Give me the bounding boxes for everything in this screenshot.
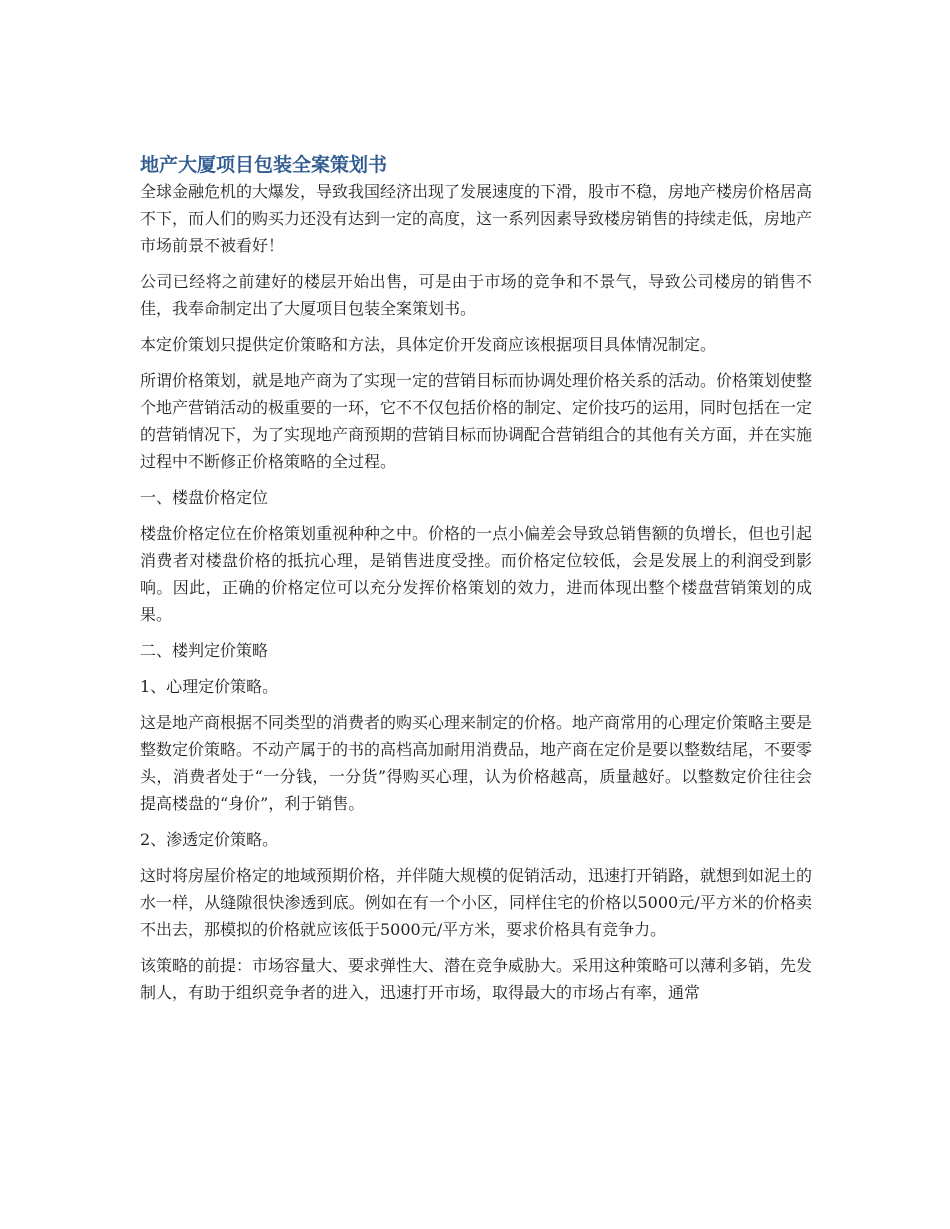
section-heading-strategy: 二、楼判定价策略 (140, 641, 269, 660)
section-heading-positioning: 一、楼盘价格定位 (140, 488, 269, 507)
subheading-penetration: 2、渗透定价策略。 (140, 830, 279, 849)
paragraph-penetration: 这时将房屋价格定的地域预期价格，并伴随大规模的促销活动，迅速打开销路，就想到如泥土的水一样，从缝隙很快渗透到底。例如在有一个小区，同样住宅的价格以5000元/平方米的价格卖不出去，那模拟的价格就应该低于5000元/平方米，要求价格具有竞争力。 (140, 866, 813, 939)
paragraph-price-planning: 所谓价格策划，就是地产商为了实现一定的营销目标而协调处理价格关系的活动。价格策划使整个地产营销活动的极重要的一环，它不不仅包括价格的制定、定价技巧的运用，同时包括在一定的营销情况下，为了实现地产商预期的营销目标而协调配合营销组合的其他有关方面，并在实施过程中不断修正价格策略的全过程。 (140, 371, 813, 471)
paragraph-background: 公司已经将之前建好的楼层开始出售，可是由于市场的竞争和不景气，导致公司楼房的销售不佳，我奉命制定出了大厦项目包装全案策划书。 (140, 272, 812, 318)
paragraph-scope: 本定价策划只提供定价策略和方法，具体定价开发商应该根据项目具体情况制定。 (140, 335, 717, 354)
document-body (140, 152, 812, 1015)
paragraph-psychological: 这是地产商根据不同类型的消费者的购买心理来制定的价格。地产商常用的心理定价策略主要是整数定价策略。不动产属于的书的高档高加耐用消费品，地产商在定价是要以整数结尾，不要零头，消费者处于“一分钱，一分货”得购买心理，认为价格越高，质量越好。以整数定价往往会提高楼盘的“身价”，利于销售。 (140, 713, 813, 813)
paragraph-intro: 全球金融危机的大爆发，导致我国经济出现了发展速度的下滑，股市不稳，房地产楼房价格居高不下，而人们的购买力还没有达到一定的高度，这一系列因素导致楼房销售的持续走低，房地产市场前景不被看好！ (140, 182, 813, 255)
subheading-psychological: 1、心理定价策略。 (140, 677, 279, 696)
document-title: 地产大厦项目包装全案策划书 (140, 154, 388, 176)
paragraph-positioning: 楼盘价格定位在价格策划重视种种之中。价格的一点小偏差会导致总销售额的负增长，但也引起消费者对楼盘价格的抵抗心理，是销售进度受挫。而价格定位较低，会是发展上的利润受到影响。因此，正确的价格定位可以充分发挥价格策划的效力，进而体现出整个楼盘营销策划的成果。 (140, 524, 813, 624)
paragraph-premise: 该策略的前提：市场容量大、要求弹性大、潜在竞争威胁大。采用这种策略可以薄利多销，先发制人，有助于组织竞争者的进入，迅速打开市场，取得最大的市场占有率，通常 (140, 956, 813, 1002)
